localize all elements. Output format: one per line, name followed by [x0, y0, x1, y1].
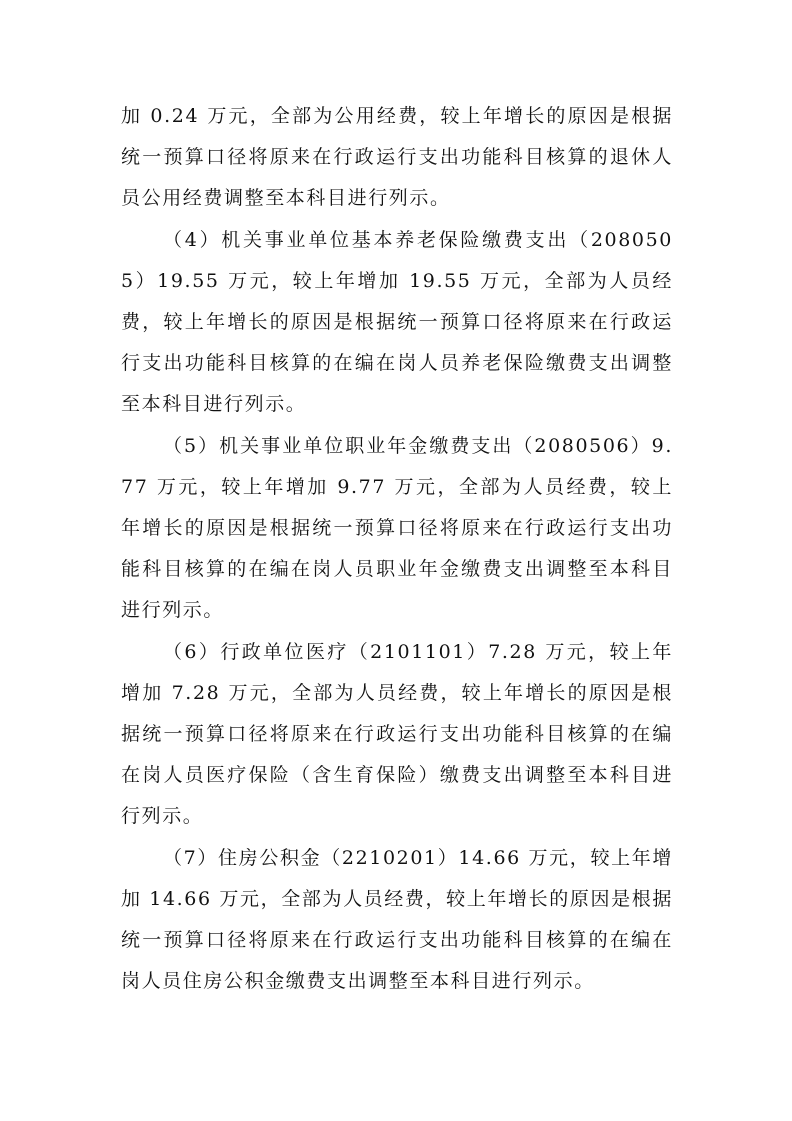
paragraph-item-7: （7）住房公积金（2210201）14.66 万元，较上年增加 14.66 万元，全部为人员经费，较上年增长的原因是根据统一预算口径将原来在行政运行支出功能科目核算的在编在岗人员住房公积金缴费支出调整至本科目进行列示。 — [121, 846, 673, 993]
paragraph-continued: 加 0.24 万元，全部为公用经费，较上年增长的原因是根据统一预算口径将原来在行政运行支出功能科目核算的退休人员公用经费调整至本科目进行列示。 — [121, 105, 673, 210]
document-body — [121, 96, 673, 1002]
paragraph-item-6: （6）行政单位医疗（2101101）7.28 万元，较上年增加 7.28 万元，全部为人员经费，较上年增长的原因是根据统一预算口径将原来在行政运行支出功能科目核算的在编在岗人员医疗保险（含生育保险）缴费支出调整至本科目进行列示。 — [121, 640, 673, 828]
paragraph-item-4: （4）机关事业单位基本养老保险缴费支出（2080505）19.55 万元，较上年增加 19.55 万元，全部为人员经费，较上年增长的原因是根据统一预算口径将原来在行政运行支出功能科目核算的在编在岗人员养老保险缴费支出调整至本科目进行列示。 — [121, 228, 673, 416]
paragraph-item-5: （5）机关事业单位职业年金缴费支出（2080506）9.77 万元，较上年增加 9.77 万元，全部为人员经费，较上年增长的原因是根据统一预算口径将原来在行政运行支出功能科目核算的在编在岗人员职业年金缴费支出调整至本科目进行列示。 — [121, 434, 673, 622]
